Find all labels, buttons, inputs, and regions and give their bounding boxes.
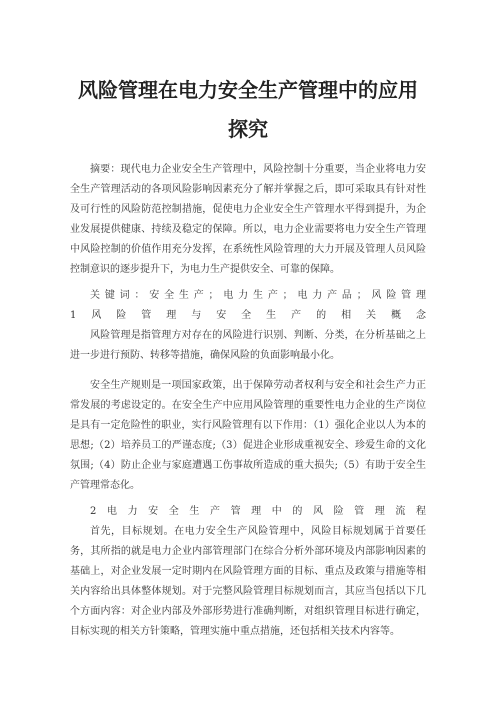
document-title-line2: 探究 xyxy=(228,117,268,141)
section1-paragraph1: 风险管理是指管理方对存在的风险进行识别、判断、分类，在分析基础之上进一步进行预防、转移等措施，确保风险的负面影响最小化。 xyxy=(70,330,426,361)
abstract-text: 摘要：现代电力企业安全生产管理中，风险控制十分重要，当企业将电力安全生产管理活动的各项风险影响因素充分了解并掌握之后，即可采取具有针对性及可行性的风险防范控制措施，促使电力企业安全生产管理水平得到提升，为企业发展提供健康、持续及稳定的保障。所以，电力企业需要将电力安全生产管理中风险控制的价值作用充分发挥，在系统性风险管理的大力开展及管理人员风险控制意识的逐步提升下，为电力生产提供安全、可靠的保障。 xyxy=(70,164,426,275)
section1-paragraph2-block xyxy=(70,376,426,496)
section2-heading: 2 电 力 安 全 生 产 管 理 中 的 风 险 管 理 流 程 xyxy=(90,506,426,517)
abstract-block xyxy=(70,160,426,280)
section1-heading: 1 风 险 管 理 与 安 全 生 产 的 相 关 概 念 xyxy=(70,310,426,321)
section1-paragraph2: 安全生产规则是一项国家政策，出于保障劳动者权利与安全和社会生产力正常发展的考虑设定的。在安全生产中应用风险管理的重要性电力企业的生产岗位是具有一定危险性的职业，实行风险管理有以下作用：（1）强化企业以人为本的思想;（2）培养员工的严谨态度;（3）促进企业形成重视安全、珍爱生命的文化氛围;（4）防止企业与家庭遭遇工伤事故所造成的重大损失;（5）有助于安全生产管理常态化。 xyxy=(70,380,426,491)
section2-block xyxy=(70,502,426,642)
keywords-line: 关键词：安全生产；电力生产；电力产品；风险管理 xyxy=(90,290,426,301)
document-title-line1: 风险管理在电力安全生产管理中的应用 xyxy=(78,78,418,102)
section2-paragraph1: 首先，目标规划。在电力安全生产风险管理中，风险目标规划属于首要任务，其所指的就是电力企业内部管理部门在综合分析外部环境及内部影响因素的基础上，对企业发展一定时期内在风险管理方面的目标、重点及政策与措施等相关内容给出具体整体规划。对于完整风险管理目标规划而言，其应当包括以下几个方面内容：对企业内部及外部形势进行准确判断，对组织管理目标进行确定，目标实现的相关方针策略，管理实施中重点措施，还包括相关技术内容等。 xyxy=(70,526,426,637)
keywords-and-section1 xyxy=(70,286,426,366)
